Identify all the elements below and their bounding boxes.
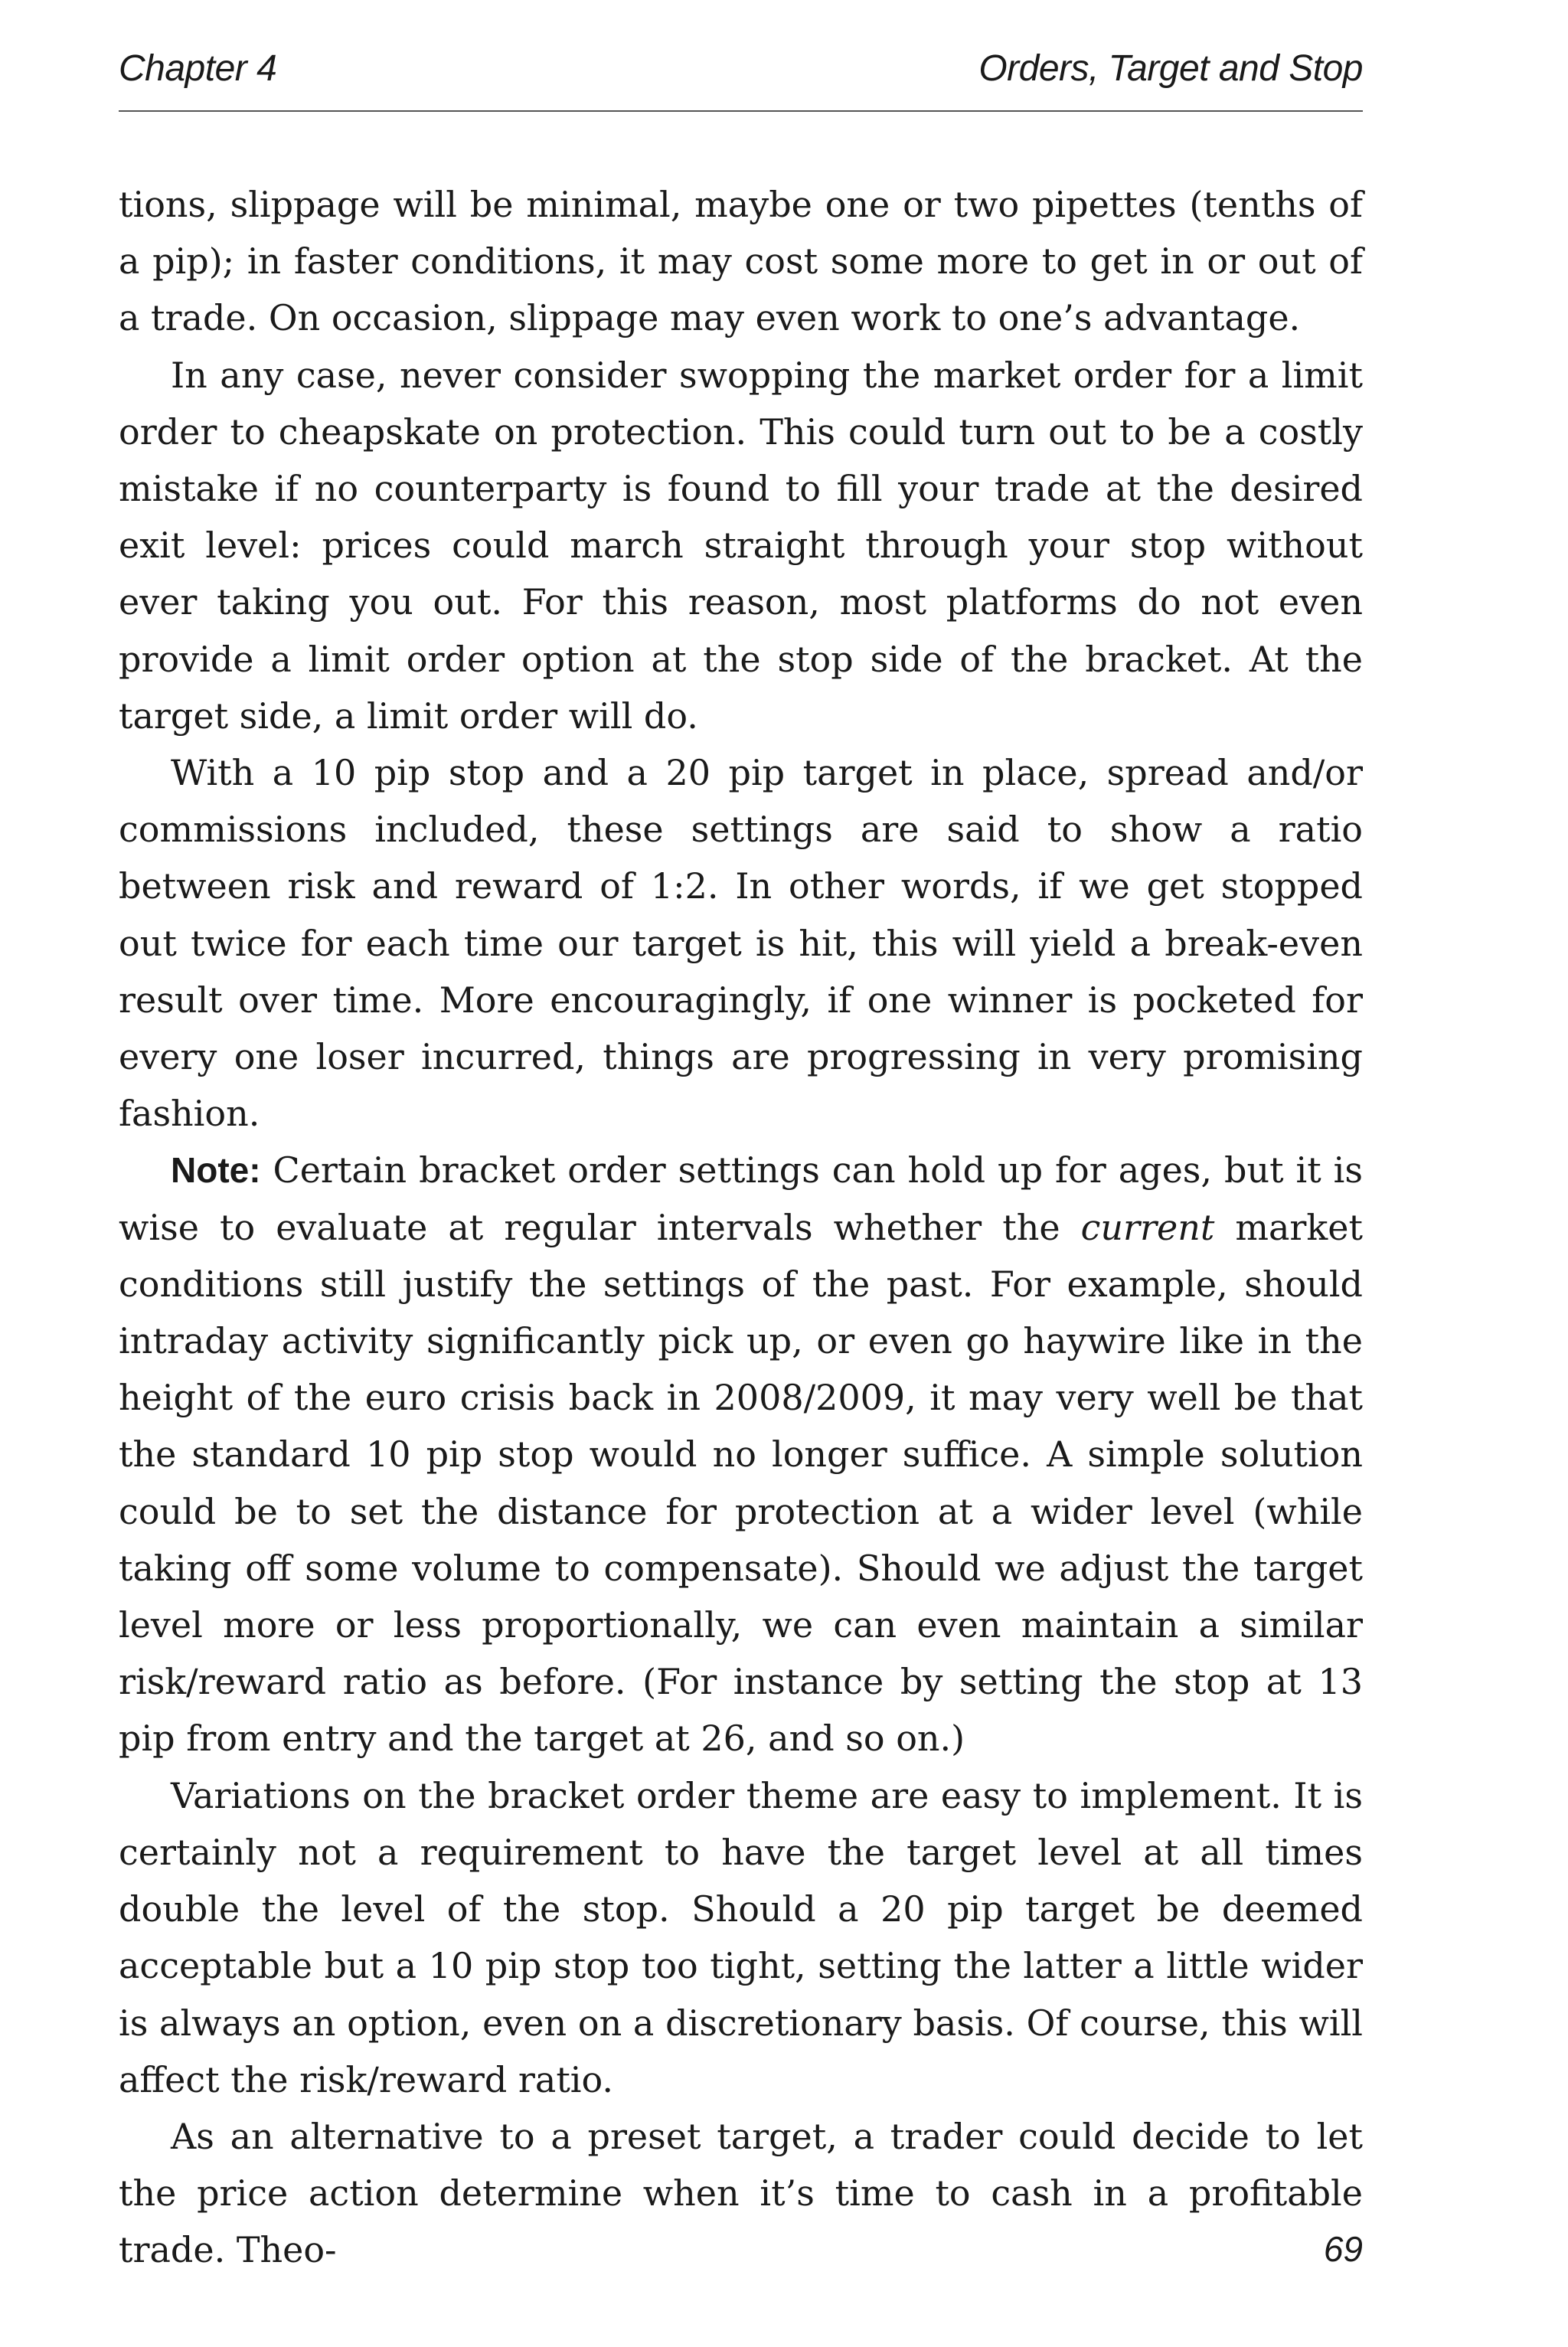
paragraph-variations: Variations on the bracket order theme are easy to implement. It is certainly not a requirement to have the target level at all times double the level of the stop. Should a 20 pip target be deemed acceptable but a 10 pip stop too tight, setting the latter a little wider is always an option, even on a discretionary basis. Of course, this will affect the risk/reward ratio. <box>119 1774 1363 2100</box>
header-rule <box>119 110 1363 112</box>
paragraph-continuation: tions, slippage will be minimal, maybe one or two pipettes (tenths of a pip); in faster conditions, it may cost some more to get in or out of a trade. On occasion, slippage may even work to one’s advantage. <box>119 184 1363 339</box>
paragraph-alternative: As an alternative to a preset target, a trader could decide to let the price action determine when it’s time to cash in a profitable trade. Theo- <box>119 2115 1363 2271</box>
paragraph-risk-reward: With a 10 pip stop and a 20 pip target in place, spread and/or commissions included, these settings are said to show a ratio between risk and reward of 1:2. In other words, if we get stopped out twice for each time our target is hit, this will yield a break-even result over time. More encouragingly, if one winner is pocketed for every one loser incurred, things are progressing in very promising fashion. <box>119 752 1363 1135</box>
running-head <box>119 47 1363 109</box>
chapter-label: Chapter 4 <box>119 48 277 89</box>
paragraph-limit-order: In any case, never consider swopping the market order for a limit order to cheapskate on protection. This could turn out to be a costly mistake if no counterparty is found to fill your trade at the desired exit level: prices could march straight through your stop without ever taking you out. For this reason, most platforms do not even provide a limit order option at the stop side of the bracket. At the target side, a limit order will do. <box>119 354 1363 737</box>
note-emphasis: current <box>1080 1206 1215 1248</box>
paragraph-note <box>119 1142 1363 1767</box>
page-number: 69 <box>1323 2229 1363 2269</box>
note-text-b: market conditions still justify the settings of the past. For example, should intraday activity significantly pick up, or even go haywire like in the height of the euro crisis back in 2008/2009, it may very well be that the standard 10 pip stop would no longer suffice. A simple solution could be to set the distance for protection at a wider level (while taking off some volume to compensate). Should we adjust the target level more or less proportionally, we can even maintain a similar risk/reward ratio as before. (For instance by setting the stop at 13 pip from entry and the target at 26, and so on.) <box>119 1206 1363 1760</box>
note-label: Note: <box>171 1150 261 1191</box>
section-title: Orders, Target and Stop <box>978 48 1363 89</box>
body-text <box>119 176 1363 2279</box>
note-text-a: Certain bracket order settings can hold up for ages, but it is wise to evaluate at regular intervals whether the <box>119 1149 1363 1248</box>
